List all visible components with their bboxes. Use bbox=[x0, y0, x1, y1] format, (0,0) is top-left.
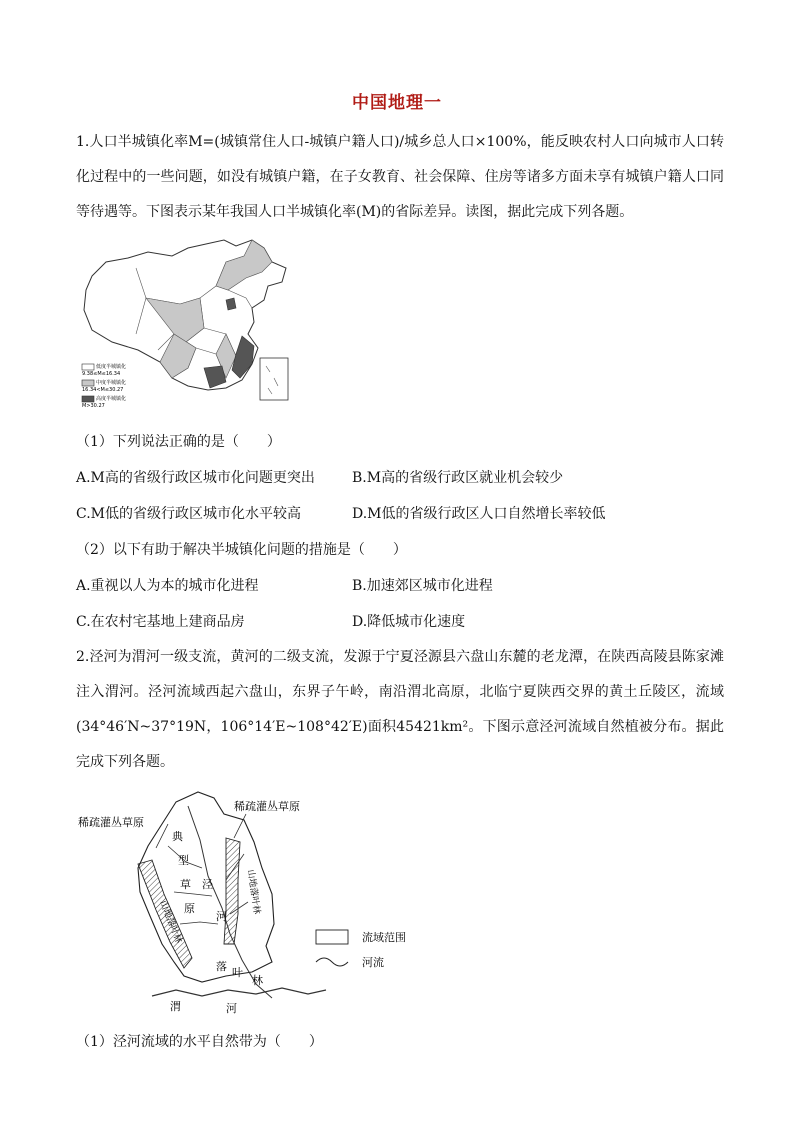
label-sparse-shrub-right: 稀疏灌丛草原 bbox=[234, 800, 300, 813]
label-typical-3: 草 bbox=[180, 878, 191, 891]
legend-basin-label: 流域范围 bbox=[362, 931, 406, 944]
label-luoye-1: 落 bbox=[216, 960, 227, 973]
wei-river-line bbox=[152, 988, 326, 996]
legend-low-label: 低度半城镇化 bbox=[96, 364, 127, 370]
legend-river-swatch bbox=[316, 958, 348, 966]
q1-sub1-option-c[interactable]: C.M低的省级行政区城市化水平较高 bbox=[76, 506, 301, 522]
q1-sub2-option-b[interactable]: B.加速郊区城市化进程 bbox=[352, 578, 493, 594]
q1-sub2-option-d[interactable]: D.降低城市化速度 bbox=[352, 614, 466, 630]
legend-swatch-mid bbox=[82, 380, 94, 386]
label-sparse-shrub-left: 稀疏灌丛草原 bbox=[78, 816, 144, 829]
china-semi-urbanization-map bbox=[76, 238, 306, 418]
label-jing-1: 泾 bbox=[202, 878, 213, 891]
legend-river-label: 河流 bbox=[362, 956, 384, 969]
q1-sub2-option-a[interactable]: A.重视以人为本的城市化进程 bbox=[76, 578, 259, 594]
label-luoye-2: 叶 bbox=[232, 966, 243, 979]
legend-high-range: M>30.27 bbox=[82, 403, 105, 409]
q1-stem: 1.人口半城镇化率M=(城镇常住人口-城镇户籍人口)/城乡总人口×100%，能反映农村人口向城市人口转化过程中的一些问题，如没有城镇户籍，在子女教育、社会保障、住房等诸多方面未享有城镇户籍人口同等待遇等。下图表示某年我国人口半城镇化率(M)的省际差异。读图，据此完成下列各题。 bbox=[76, 134, 724, 220]
q2-stem: 2.泾河为渭河一级支流，黄河的二级支流，发源于宁夏泾源县六盘山东麓的老龙潭，在陕西高陵县陈家滩注入渭河。泾河流域西起六盘山，东界子午岭，南沿渭北高原，北临宁夏陕西交界的黄土丘陵区，流域(34°46′N~37°19N，106°14′E~108°42′E)面积45421km²。下图示意泾河流域自然植被分布。据此完成下列各题。 bbox=[76, 649, 724, 770]
q1-sub1-option-a[interactable]: A.M高的省级行政区城市化问题更突出 bbox=[76, 470, 315, 486]
label-typical-1: 典 bbox=[172, 830, 183, 843]
label-typical-2: 型 bbox=[178, 854, 189, 867]
q1-sub1-option-d[interactable]: D.M低的省级行政区人口自然增长率较低 bbox=[352, 506, 606, 522]
jing-river-vegetation-figure bbox=[76, 784, 446, 1024]
q1-sub2-option-c[interactable]: C.在农村宅基地上建商品房 bbox=[76, 614, 245, 630]
legend-swatch-low bbox=[82, 364, 94, 370]
map-south-sea-inset bbox=[260, 358, 288, 400]
legend-basin-swatch bbox=[316, 930, 348, 944]
label-right-mountain-forest: 山地落叶林 bbox=[245, 869, 262, 915]
legend-mid-label: 中度半城镇化 bbox=[96, 380, 127, 386]
label-typical-4: 原 bbox=[184, 902, 195, 915]
label-jing-2: 河 bbox=[216, 910, 227, 923]
label-luoye-3: 林 bbox=[252, 974, 263, 987]
label-wei-1: 渭 bbox=[170, 1000, 181, 1013]
legend-low-range: 9.38≤M≤16.34 bbox=[82, 371, 121, 377]
q2-sub1-question: （1）泾河流域的水平自然带为（ ） bbox=[76, 1034, 323, 1050]
q1-sub1-option-b[interactable]: B.M高的省级行政区就业机会较少 bbox=[352, 470, 564, 486]
q1-sub1-question: （1）下列说法正确的是（ ） bbox=[76, 434, 281, 450]
label-left-mountain-forest: 山地落叶林 bbox=[157, 899, 184, 945]
map-high-region-north bbox=[226, 298, 236, 310]
q1-sub2-question: （2）以下有助于解决半城镇化问题的措施是（ ） bbox=[76, 542, 407, 558]
legend-high-label: 高度半城镇化 bbox=[96, 396, 127, 402]
legend-swatch-high bbox=[82, 396, 94, 402]
page-title: 中国地理一 bbox=[352, 93, 442, 113]
label-wei-2: 河 bbox=[226, 1002, 237, 1015]
legend-mid-range: 16.34<M≤30.27 bbox=[82, 387, 124, 393]
